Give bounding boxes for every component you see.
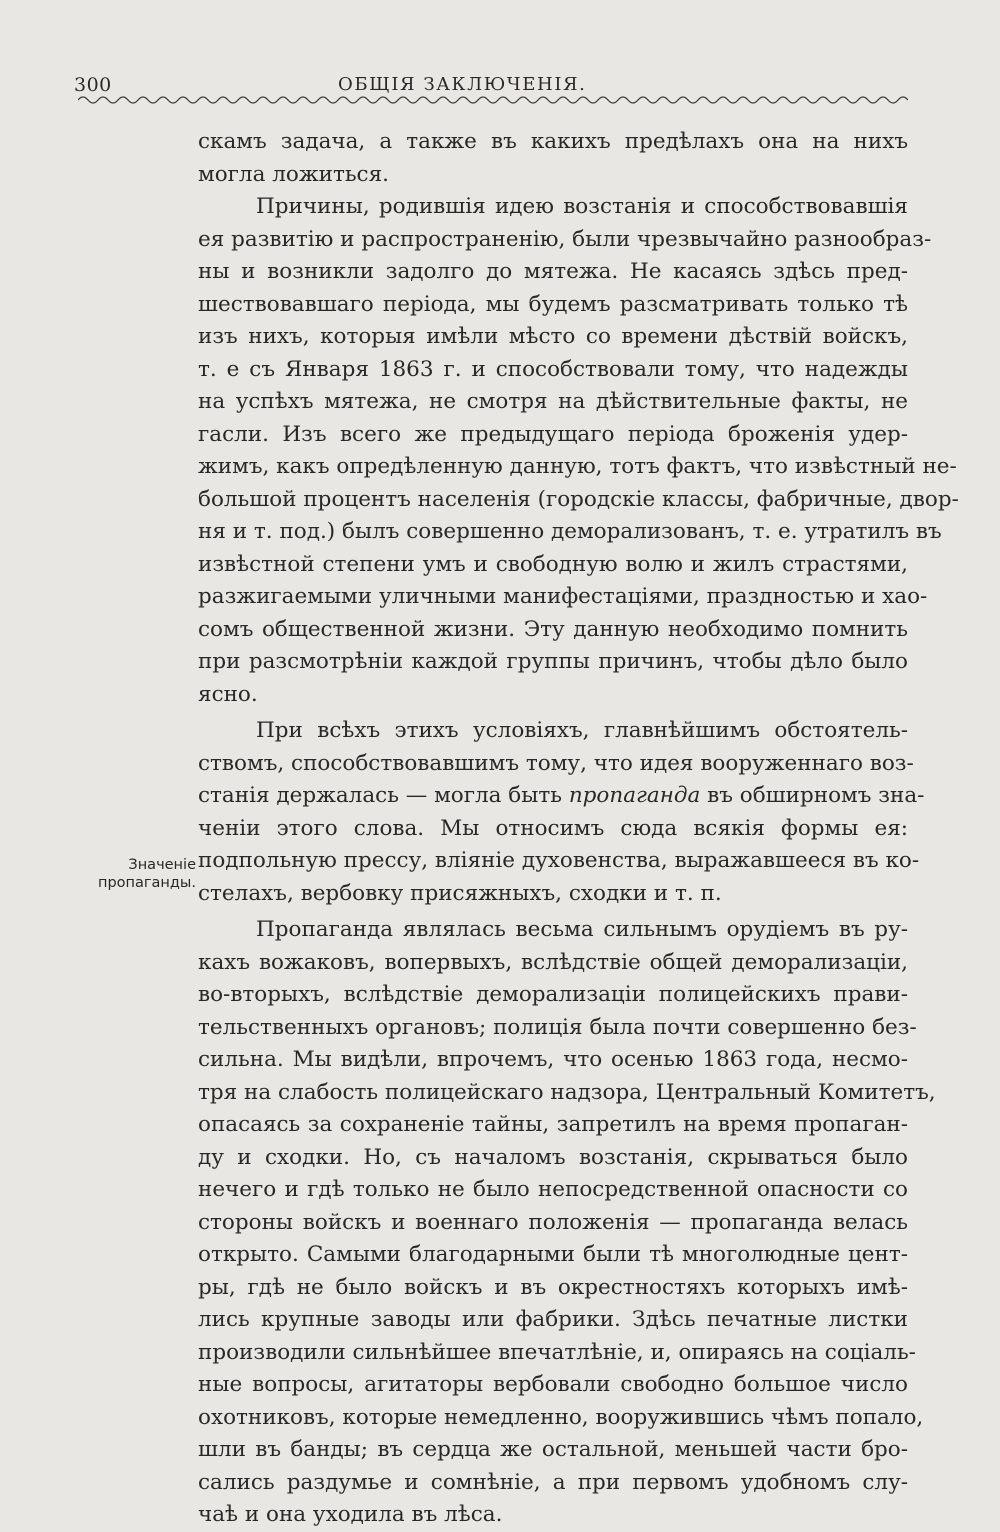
text-line: шествовавшаго періода, мы будемъ разсматривать только тѣ — [198, 291, 908, 317]
paragraph-3 — [198, 715, 925, 910]
text-line: ду и сходки. Но, съ началомъ возстанія, скрываться было — [198, 1144, 908, 1170]
text-line: нечего и гдѣ только не было непосредственной опасности со — [198, 1177, 908, 1202]
text-line: могла ложиться. — [198, 161, 389, 187]
text-line: ея развитію и распространенію, были чрезвычайно разнообраз- — [198, 226, 932, 252]
paragraph-1 — [198, 126, 908, 191]
text-line: подпольную прессу, вліяніе духовенства, выражавшееся въ ко- — [198, 848, 920, 873]
text-line: сильна. Мы видѣли, впрочемъ, что осенью 1863 года, несмо- — [198, 1047, 908, 1072]
main-text — [198, 126, 959, 1532]
text-line: гасли. Изъ всего же предыдущаго періода броженія удер- — [198, 421, 908, 447]
text-line: опасаясь за сохраненіе тайны, запретилъ на время пропаган- — [198, 1112, 908, 1137]
text-run: станія держалась — могла быть — [198, 783, 562, 808]
text-line: кахъ вожаковъ, вопервыхъ, вслѣдствіе общей деморализаціи, — [198, 949, 908, 975]
text-line: на успѣхъ мятежа, не смотря на дѣйствительные факты, не — [198, 389, 908, 414]
text-run: въ обширномъ зна- — [707, 783, 925, 808]
text-line: ченіи этого слова. Мы относимъ сюда всякія формы ея: — [198, 815, 908, 841]
text-line: чаѣ и она уходила въ лѣса. — [198, 1502, 503, 1527]
text-line: ня и т. под.) былъ совершенно деморализованъ, т. е. утратилъ въ — [198, 519, 942, 544]
text-line: шли въ банды; въ сердца же остальной, меньшей части бро- — [198, 1437, 908, 1462]
text-line: сались раздумье и сомнѣніе, а при первомъ удобномъ слу- — [198, 1469, 908, 1495]
marginal-note-line: Значеніе — [128, 857, 196, 873]
text-line: ны и возникли задолго до мятежа. Не касаясь здѣсь пред- — [198, 259, 908, 284]
text-line: производили сильнѣйшее впечатлѣніе, и, опираясь на соціаль- — [198, 1339, 916, 1365]
text-line — [198, 780, 925, 813]
text-line: разжигаемыми уличными манифестаціями, праздностью и хао- — [198, 584, 928, 609]
text-line: стелахъ, вербовку присяжныхъ, сходки и т. п. — [198, 880, 722, 906]
text-line: ры, гдѣ не было войскъ и въ окрестностяхъ которыхъ имѣ- — [198, 1274, 908, 1300]
text-line: во-вторыхъ, вслѣдствіе деморализаціи полицейскихъ прави- — [198, 982, 908, 1007]
text-line: стороны войскъ и военнаго положенія — пропаганда велась — [198, 1209, 908, 1235]
paragraph-4 — [198, 914, 936, 1532]
text-line: При всѣхъ этихъ условіяхъ, главнѣйшимъ обстоятель- — [256, 718, 908, 743]
text-line: сомъ общественной жизни. Эту данную необходимо помнить — [198, 616, 908, 642]
text-line: жимъ, какъ опредѣленную данную, тотъ фактъ, что извѣстный не- — [198, 454, 957, 479]
text-line: тельственныхъ органовъ; полиція была почти совершенно без- — [198, 1014, 917, 1040]
emphasized-word: пропаганда — [568, 783, 701, 808]
text-line: при разсмотрѣніи каждой группы причинъ, чтобы дѣло было — [198, 649, 908, 674]
text-line: изъ нихъ, которыя имѣли мѣсто со времени дѣствій войскъ, — [198, 324, 908, 349]
text-line: извѣстной степени умъ и свободную волю и жилъ страстями, — [198, 551, 908, 577]
text-line: лись крупные заводы или фабрики. Здѣсь печатные листки — [198, 1307, 908, 1332]
paragraph-2 — [198, 191, 959, 711]
page-number: 300 — [74, 74, 112, 96]
text-line: ные вопросы, агитаторы вербовали свободно большое число — [198, 1372, 908, 1397]
text-line: скамъ задача, а также въ какихъ предѣлахъ она на нихъ — [198, 129, 908, 154]
marginal-note — [86, 856, 196, 892]
marginal-note-line: пропаганды. — [98, 875, 196, 891]
text-line: большой процентъ населенія (городскіе классы, фабричные, двор- — [198, 486, 959, 512]
text-line: ясно. — [198, 681, 258, 707]
text-line: Причины, родившія идею возстанія и способствовавшія — [256, 194, 908, 219]
running-head: ОБЩІЯ ЗАКЛЮЧЕНІЯ. — [338, 74, 587, 95]
text-line: Пропаганда являлась весьма сильнымъ орудіемъ въ ру- — [256, 917, 908, 942]
text-line: т. е съ Января 1863 г. и способствовали тому, что надежды — [198, 356, 908, 382]
text-line: тря на слабость полицейскаго надзора, Центральный Комитетъ, — [198, 1079, 936, 1105]
wavy-header-rule — [78, 92, 908, 108]
text-line: открыто. Самыми благодарными были тѣ многолюдные цент- — [198, 1242, 908, 1267]
text-line: ствомъ, способствовавшимъ тому, что идея вооруженнаго воз- — [198, 750, 914, 776]
text-line: охотниковъ, которые немедленно, вооружившись чѣмъ попало, — [198, 1404, 924, 1430]
